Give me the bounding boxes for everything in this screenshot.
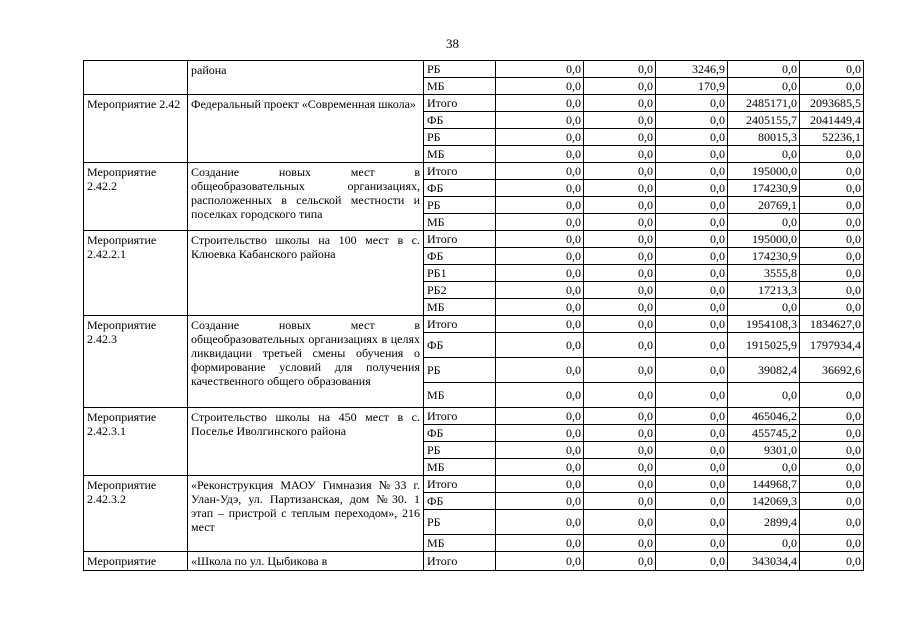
amount-cell: 9301,0: [728, 442, 800, 459]
amount-cell: 0,0: [800, 163, 864, 180]
amount-cell: 2405155,7: [728, 112, 800, 129]
measure-description: Строительство школы на 100 мест в с. Клюевка Кабанского района: [188, 231, 424, 316]
amount-cell: 0,0: [800, 248, 864, 265]
amount-cell: 36692,6: [800, 358, 864, 383]
funding-source: РБ: [424, 510, 496, 535]
amount-cell: 0,0: [656, 442, 728, 459]
measure-label: Мероприятие 2.42.2.1: [84, 231, 188, 316]
amount-cell: 0,0: [584, 214, 656, 231]
amount-cell: 0,0: [584, 78, 656, 95]
funding-source: МБ: [424, 214, 496, 231]
amount-cell: 0,0: [800, 425, 864, 442]
funding-source: Итого: [424, 316, 496, 333]
funding-source: РБ: [424, 358, 496, 383]
amount-cell: 0,0: [584, 535, 656, 552]
amount-cell: 0,0: [584, 180, 656, 197]
amount-cell: 3246,9: [656, 61, 728, 78]
amount-cell: 0,0: [800, 552, 864, 571]
measure-label: [84, 61, 188, 95]
amount-cell: 0,0: [496, 459, 584, 476]
amount-cell: 52236,1: [800, 129, 864, 146]
amount-cell: 0,0: [496, 95, 584, 112]
amount-cell: 1915025,9: [728, 333, 800, 358]
amount-cell: 0,0: [496, 214, 584, 231]
amount-cell: 0,0: [728, 383, 800, 408]
amount-cell: 0,0: [496, 552, 584, 571]
amount-cell: 0,0: [656, 146, 728, 163]
amount-cell: 0,0: [800, 408, 864, 425]
amount-cell: 20769,1: [728, 197, 800, 214]
amount-cell: 0,0: [496, 358, 584, 383]
amount-cell: 174230,9: [728, 248, 800, 265]
amount-cell: 0,0: [584, 282, 656, 299]
amount-cell: 0,0: [496, 442, 584, 459]
funding-source: МБ: [424, 383, 496, 408]
measure-label: Мероприятие 2.42.2: [84, 163, 188, 231]
funding-source: ФБ: [424, 112, 496, 129]
funding-source: МБ: [424, 78, 496, 95]
amount-cell: 0,0: [584, 510, 656, 535]
measure-description: Строительство школы на 450 мест в с. Поселье Иволгинского района: [188, 408, 424, 476]
amount-cell: 0,0: [584, 383, 656, 408]
amount-cell: 0,0: [656, 299, 728, 316]
measure-description: Федеральный проект «Современная школа»: [188, 95, 424, 163]
amount-cell: 195000,0: [728, 231, 800, 248]
amount-cell: 0,0: [584, 459, 656, 476]
amount-cell: 0,0: [800, 535, 864, 552]
amount-cell: 0,0: [656, 535, 728, 552]
funding-source: РБ: [424, 61, 496, 78]
funding-source: РБ: [424, 197, 496, 214]
amount-cell: 0,0: [656, 459, 728, 476]
amount-cell: 0,0: [584, 358, 656, 383]
page-number: 38: [446, 36, 459, 51]
amount-cell: 0,0: [656, 333, 728, 358]
amount-cell: 0,0: [656, 552, 728, 571]
amount-cell: 0,0: [656, 282, 728, 299]
amount-cell: 0,0: [584, 552, 656, 571]
amount-cell: 0,0: [800, 459, 864, 476]
amount-cell: 0,0: [496, 112, 584, 129]
amount-cell: 0,0: [656, 95, 728, 112]
amount-cell: 0,0: [584, 163, 656, 180]
amount-cell: 0,0: [584, 316, 656, 333]
amount-cell: 1954108,3: [728, 316, 800, 333]
funding-source: МБ: [424, 146, 496, 163]
funding-source: Итого: [424, 231, 496, 248]
funding-source: Итого: [424, 552, 496, 571]
amount-cell: 0,0: [728, 78, 800, 95]
table-row: [84, 408, 864, 425]
amount-cell: 0,0: [584, 95, 656, 112]
amount-cell: 0,0: [656, 425, 728, 442]
amount-cell: 0,0: [496, 510, 584, 535]
amount-cell: 0,0: [496, 146, 584, 163]
amount-cell: 0,0: [800, 231, 864, 248]
funding-source: МБ: [424, 299, 496, 316]
measure-label: Мероприятие 2.42.3.1: [84, 408, 188, 476]
measure-description: «Реконструкция МАОУ Гимназия №33 г. Улан-Удэ, ул. Партизанская, дом №30. 1 этап – пристрой с теплым переходом», 216 мест: [188, 476, 424, 552]
funding-source: РБ1: [424, 265, 496, 282]
amount-cell: 0,0: [656, 163, 728, 180]
amount-cell: 0,0: [584, 248, 656, 265]
amount-cell: 0,0: [496, 265, 584, 282]
amount-cell: 0,0: [584, 146, 656, 163]
amount-cell: 0,0: [800, 180, 864, 197]
amount-cell: 0,0: [496, 535, 584, 552]
amount-cell: 0,0: [800, 265, 864, 282]
measure-description: Создание новых мест в общеобразовательных организациях, расположенных в сельской местности и поселках городского типа: [188, 163, 424, 231]
funding-source: ФБ: [424, 180, 496, 197]
funding-source: РБ: [424, 129, 496, 146]
amount-cell: 0,0: [584, 112, 656, 129]
funding-source: РБ: [424, 442, 496, 459]
amount-cell: 0,0: [728, 299, 800, 316]
amount-cell: 0,0: [656, 180, 728, 197]
amount-cell: 0,0: [496, 425, 584, 442]
amount-cell: 0,0: [800, 61, 864, 78]
amount-cell: 0,0: [800, 197, 864, 214]
amount-cell: 0,0: [656, 197, 728, 214]
amount-cell: 0,0: [584, 265, 656, 282]
amount-cell: 0,0: [656, 231, 728, 248]
amount-cell: 0,0: [584, 425, 656, 442]
amount-cell: 0,0: [728, 61, 800, 78]
amount-cell: 0,0: [496, 180, 584, 197]
amount-cell: 1834627,0: [800, 316, 864, 333]
amount-cell: 343034,4: [728, 552, 800, 571]
table-row: [84, 231, 864, 248]
amount-cell: 0,0: [584, 493, 656, 510]
amount-cell: 0,0: [496, 408, 584, 425]
amount-cell: 0,0: [656, 476, 728, 493]
table-row: [84, 552, 864, 571]
amount-cell: 0,0: [728, 535, 800, 552]
measure-description: «Школа по ул. Цыбикова в: [188, 552, 424, 571]
amount-cell: 0,0: [496, 383, 584, 408]
amount-cell: 170,9: [656, 78, 728, 95]
amount-cell: 195000,0: [728, 163, 800, 180]
amount-cell: 0,0: [496, 248, 584, 265]
funding-source: ФБ: [424, 425, 496, 442]
funding-source: Итого: [424, 163, 496, 180]
amount-cell: 0,0: [496, 282, 584, 299]
amount-cell: 0,0: [496, 316, 584, 333]
amount-cell: 0,0: [496, 333, 584, 358]
amount-cell: 0,0: [656, 248, 728, 265]
amount-cell: 0,0: [496, 61, 584, 78]
table-row: [84, 316, 864, 333]
measure-label: Мероприятие: [84, 552, 188, 571]
amount-cell: 0,0: [496, 78, 584, 95]
amount-cell: 17213,3: [728, 282, 800, 299]
amount-cell: 0,0: [584, 333, 656, 358]
measure-description: Создание новых мест в общеобразовательных организациях в целях ликвидации третьей смены обучения о формирование условий для получения качественного общего образования: [188, 316, 424, 408]
funding-source: Итого: [424, 408, 496, 425]
amount-cell: 0,0: [656, 129, 728, 146]
table-row: [84, 95, 864, 112]
amount-cell: 0,0: [584, 61, 656, 78]
amount-cell: 0,0: [800, 78, 864, 95]
amount-cell: 0,0: [656, 112, 728, 129]
amount-cell: 0,0: [584, 299, 656, 316]
amount-cell: 0,0: [496, 197, 584, 214]
amount-cell: 2899,4: [728, 510, 800, 535]
amount-cell: 0,0: [656, 408, 728, 425]
amount-cell: 2041449,4: [800, 112, 864, 129]
funding-source: ФБ: [424, 333, 496, 358]
amount-cell: 0,0: [656, 214, 728, 231]
measure-description: района: [188, 61, 424, 95]
funding-source: МБ: [424, 459, 496, 476]
amount-cell: 0,0: [728, 146, 800, 163]
amount-cell: 0,0: [496, 231, 584, 248]
amount-cell: 0,0: [656, 493, 728, 510]
amount-cell: 2485171,0: [728, 95, 800, 112]
measure-label: Мероприятие 2.42.3.2: [84, 476, 188, 552]
amount-cell: 0,0: [496, 129, 584, 146]
amount-cell: 174230,9: [728, 180, 800, 197]
amount-cell: 0,0: [496, 476, 584, 493]
measure-label: Мероприятие 2.42: [84, 95, 188, 163]
amount-cell: 0,0: [656, 265, 728, 282]
amount-cell: 0,0: [656, 316, 728, 333]
amount-cell: 0,0: [800, 442, 864, 459]
amount-cell: 0,0: [800, 383, 864, 408]
amount-cell: 0,0: [800, 214, 864, 231]
amount-cell: 0,0: [584, 442, 656, 459]
amount-cell: 3555,8: [728, 265, 800, 282]
amount-cell: 0,0: [800, 510, 864, 535]
amount-cell: 0,0: [496, 163, 584, 180]
amount-cell: 144968,7: [728, 476, 800, 493]
amount-cell: 0,0: [496, 493, 584, 510]
amount-cell: 0,0: [584, 197, 656, 214]
funding-source: ФБ: [424, 248, 496, 265]
amount-cell: 0,0: [800, 476, 864, 493]
amount-cell: 80015,3: [728, 129, 800, 146]
table-row: [84, 163, 864, 180]
amount-cell: 0,0: [800, 299, 864, 316]
measure-label: Мероприятие 2.42.3: [84, 316, 188, 408]
amount-cell: 0,0: [728, 459, 800, 476]
amount-cell: 0,0: [584, 129, 656, 146]
funding-source: ФБ: [424, 493, 496, 510]
funding-source: Итого: [424, 95, 496, 112]
table-row: [84, 61, 864, 78]
amount-cell: 0,0: [656, 383, 728, 408]
amount-cell: 0,0: [656, 358, 728, 383]
amount-cell: 0,0: [584, 408, 656, 425]
amount-cell: 2093685,5: [800, 95, 864, 112]
funding-source: МБ: [424, 535, 496, 552]
amount-cell: 0,0: [496, 299, 584, 316]
amount-cell: 142069,3: [728, 493, 800, 510]
amount-cell: 0,0: [584, 476, 656, 493]
amount-cell: 0,0: [584, 231, 656, 248]
amount-cell: 455745,2: [728, 425, 800, 442]
amount-cell: 1797934,4: [800, 333, 864, 358]
table-row: [84, 476, 864, 493]
amount-cell: 0,0: [800, 146, 864, 163]
amount-cell: 39082,4: [728, 358, 800, 383]
amount-cell: 465046,2: [728, 408, 800, 425]
amount-cell: 0,0: [728, 214, 800, 231]
amount-cell: 0,0: [656, 510, 728, 535]
budget-table: [83, 60, 864, 571]
amount-cell: 0,0: [800, 282, 864, 299]
funding-source: Итого: [424, 476, 496, 493]
amount-cell: 0,0: [800, 493, 864, 510]
funding-source: РБ2: [424, 282, 496, 299]
